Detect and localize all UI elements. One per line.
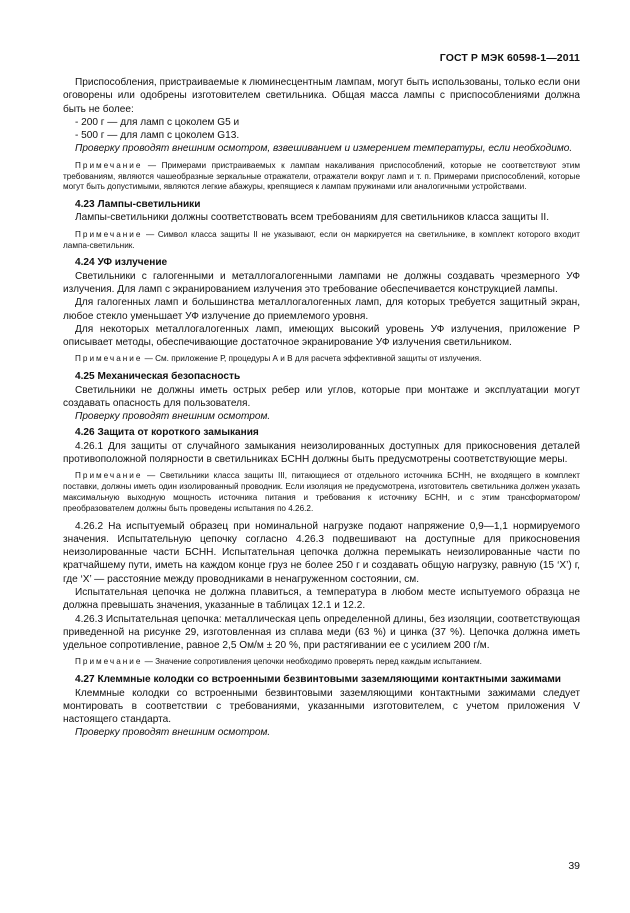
paragraph: Светильники не должны иметь острых ребер или углов, которые при монтаже и эксплуатации могут создавать опасность для пользователя. [63, 384, 580, 409]
paragraph: 4.26.2 На испытуемый образец при номинальной нагрузке подают напряжение 0,9—1,1 нормируемого значения. Испытательную цепочку согласно 4.26.3 подвешивают на доступные для прикосновения неизолированные части БСНН. Испытательная цепочка должна перемыкать неизолированные части по кратчайшему пути, иметь на каждом конце груз не более 250 г и создавать общую нагрузку, равную (15 ‘X’) г, где ‘X’ — расстояние между проводниками в ненагруженном состоянии, см. [63, 520, 580, 585]
paragraph: 4.26.1 Для защиты от случайного замыкания неизолированных доступных для прикосновения деталей противоположной полярности в светильниках БСНН должны быть предусмотрены соответствующие меры. [63, 440, 580, 466]
note-label: Примечание [75, 471, 143, 481]
paragraph: Для галогенных ламп и большинства металлогалогенных ламп, для которых требуется защитный экран, любое стекло уменьшает УФ излучение до приемлемого уровня. [63, 297, 580, 322]
section-heading: 4.26 Защита от короткого замыкания [75, 427, 259, 439]
paragraph: Светильники с галогенными и металлогалогенными лампами не должны создавать чрезмерного УФ излучения. Для ламп с экранированием излучения это требование обеспечивается конструкцией лампы. [63, 270, 580, 295]
check-statement: Проверку проводят внешним осмотром. [75, 411, 271, 423]
list-item: - 200 г — для ламп с цоколем G5 и [75, 116, 240, 128]
section-heading: 4.27 Клеммные колодки со встроенными безвинтовыми заземляющими контактными зажимами [75, 674, 562, 686]
note [63, 161, 580, 193]
paragraph: Для некоторых металлогалогенных ламп, имеющих высокий уровень УФ излучения, приложение Р описывает методы, обеспечивающие достаточное экранирование УФ излучения светильником. [63, 323, 580, 349]
note-label: Примечание [75, 229, 143, 239]
paragraph: Испытательная цепочка не должна плавиться, а температура в любом месте испытуемого образца не должна превышать значения, указанные в таблицах 12.1 и 12.2. [63, 586, 580, 612]
paragraph: 4.26.3 Испытательная цепочка: металлическая цепь определенной длины, без изоляции, соответствующая приведенной на рисунке 29, изготовленная из сплава меди (63 %) и цинка (37 %). Цепочка должна иметь удельное сопротивление, равное 2,5 Ом/м ± 20 %, при растягивании ее с усилием 200 г/м. [63, 613, 580, 652]
paragraph: Приспособления, пристраиваемые к люминесцентным лампам, могут быть использованы, только если они оговорены или одобрены изготовителем светильника. Общая масса лампы с приспособлениями должна быть не более: [63, 77, 580, 115]
check-statement: Проверку проводят внешним осмотром, взвешиванием и измерением температуры, если необходимо. [75, 143, 573, 155]
note [63, 471, 580, 514]
note [63, 354, 580, 365]
note-text: — Символ класса защиты II не указывают, если он маркируется на светильнике, в комплект которого входит лампа-светильник. [63, 229, 580, 250]
note-text: — Светильники класса защиты III, питающиеся от отдельного источника БСНН, не входящего в комплект поставки, должны иметь один изолированный проводник. Если изоляция не предусмотрена, изготовитель светильника должен указать максимальную выходную мощность источника питания и требования к источнику БСНН, и с этим трансформатором/преобразователем должны быть проведены испытания по 4.26.2. [63, 471, 580, 513]
note-text: — Примерами пристраиваемых к лампам накаливания приспособлений, которые не соответствуют этим требованиям, являются чашеобразные зеркальные отражатели, отражатели вокруг ламп и т. п. Примерами приспособлений, которые могут быть допустимыми, являются легкие абажуры, крепящиеся к лампам пружинами или аналогичными устройствами. [63, 160, 580, 192]
section-heading: 4.24 УФ излучение [75, 257, 168, 269]
note [63, 657, 580, 668]
note-label: Примечание [75, 657, 143, 667]
section-heading: 4.23 Лампы-светильники [75, 199, 201, 211]
note-text: — См. приложение Р, процедуры А и В для расчета эффективной защиты от излучения. [142, 354, 482, 364]
paragraph: Клеммные колодки со встроенными безвинтовыми заземляющими контактными зажимами следует монтировать в соответствии с требованиями, указанными изготовителем, с учетом приложения V настоящего стандарта. [63, 687, 580, 726]
page-number: 39 [568, 860, 580, 872]
check-statement: Проверку проводят внешним осмотром. [75, 727, 271, 739]
document-body [63, 76, 580, 740]
list-item: - 500 г — для ламп с цоколем G13. [75, 130, 240, 142]
note-label: Примечание [75, 160, 143, 170]
section-heading: 4.25 Механическая безопасность [75, 371, 241, 383]
note-label: Примечание [75, 354, 143, 364]
note [63, 230, 580, 252]
document-header: ГОСТ Р МЭК 60598-1—2011 [439, 52, 580, 64]
paragraph: Лампы-светильники должны соответствовать всем требованиям для светильников класса защиты II. [75, 212, 550, 224]
note-text: — Значение сопротивления цепочки необходимо проверять перед каждым испытанием. [142, 657, 482, 667]
